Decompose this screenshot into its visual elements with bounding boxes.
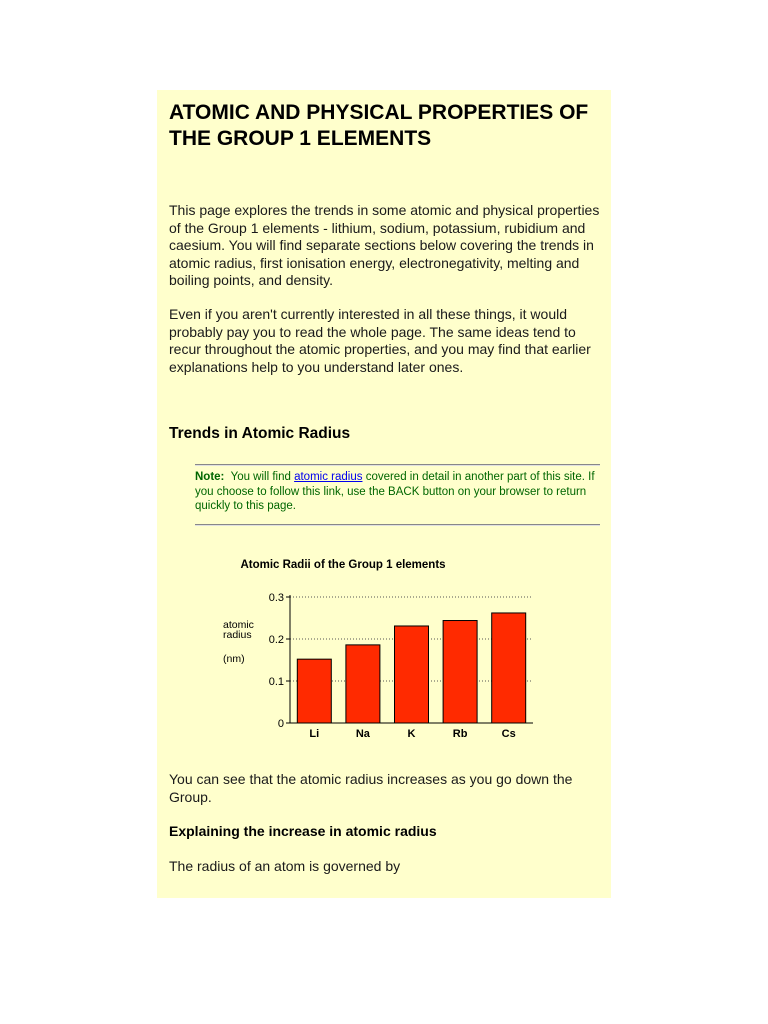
after-chart-paragraph: You can see that the atomic radius increases as you go down the Group. <box>169 771 573 805</box>
y-tick-label: 0 <box>277 718 284 730</box>
note-label: Note: <box>195 471 225 483</box>
intro-paragraph: This page explores the trends in some atomic and physical properties of the Group 1 elements - lithium, sodium, potassium, rubidium and caesium. You will find separate sections below covering the trends in atomic radius, first ionisation energy, electronegativity, melting and boiling points, and density. <box>169 202 600 288</box>
y-axis-label-line-1: atomic <box>223 619 254 631</box>
y-tick-label: 0.1 <box>268 676 284 688</box>
atomic-radius-link[interactable]: atomic radius <box>294 471 363 483</box>
chart-title: Atomic Radii of the Group 1 elements <box>240 559 446 571</box>
final-paragraph: The radius of an atom is governed by <box>169 858 401 874</box>
note-text-before: You will find <box>230 471 291 483</box>
bar-na <box>346 645 380 723</box>
y-tick-label: 0.3 <box>268 592 284 604</box>
note-text-after: covered in detail in another part of this site. If you choose to follow this link, use the BACK button on your browser to return quickly to this page. <box>195 471 595 512</box>
bar-li <box>297 659 331 723</box>
y-axis-label <box>223 619 254 665</box>
atomic-radii-chart <box>157 90 611 750</box>
y-axis-label-line-2: radius <box>223 629 252 641</box>
x-tick-label: Cs <box>501 728 516 740</box>
page-title: ATOMIC AND PHYSICAL PROPERTIES OF THE GROUP 1 ELEMENTS <box>169 101 589 150</box>
document-page <box>157 90 611 898</box>
x-tick-label: Li <box>309 728 320 740</box>
x-tick-label: Na <box>355 728 370 740</box>
bar-k <box>395 626 429 723</box>
section-heading: Trends in Atomic Radius <box>169 425 351 442</box>
bar-rb <box>443 621 477 723</box>
x-tick-label: K <box>407 728 416 740</box>
x-tick-label: Rb <box>452 728 468 740</box>
bar-cs <box>492 613 526 723</box>
intro-paragraph-2: Even if you aren't currently interested in all these things, it would probably pay you to read the whole page. The same ideas tend to recur throughout the atomic properties, and you may find that earlier explanations help to you understand later ones. <box>169 306 591 375</box>
sub-heading: Explaining the increase in atomic radius <box>169 823 437 839</box>
y-tick-label: 0.2 <box>268 634 284 646</box>
y-axis-label-line-3: (nm) <box>223 653 245 665</box>
